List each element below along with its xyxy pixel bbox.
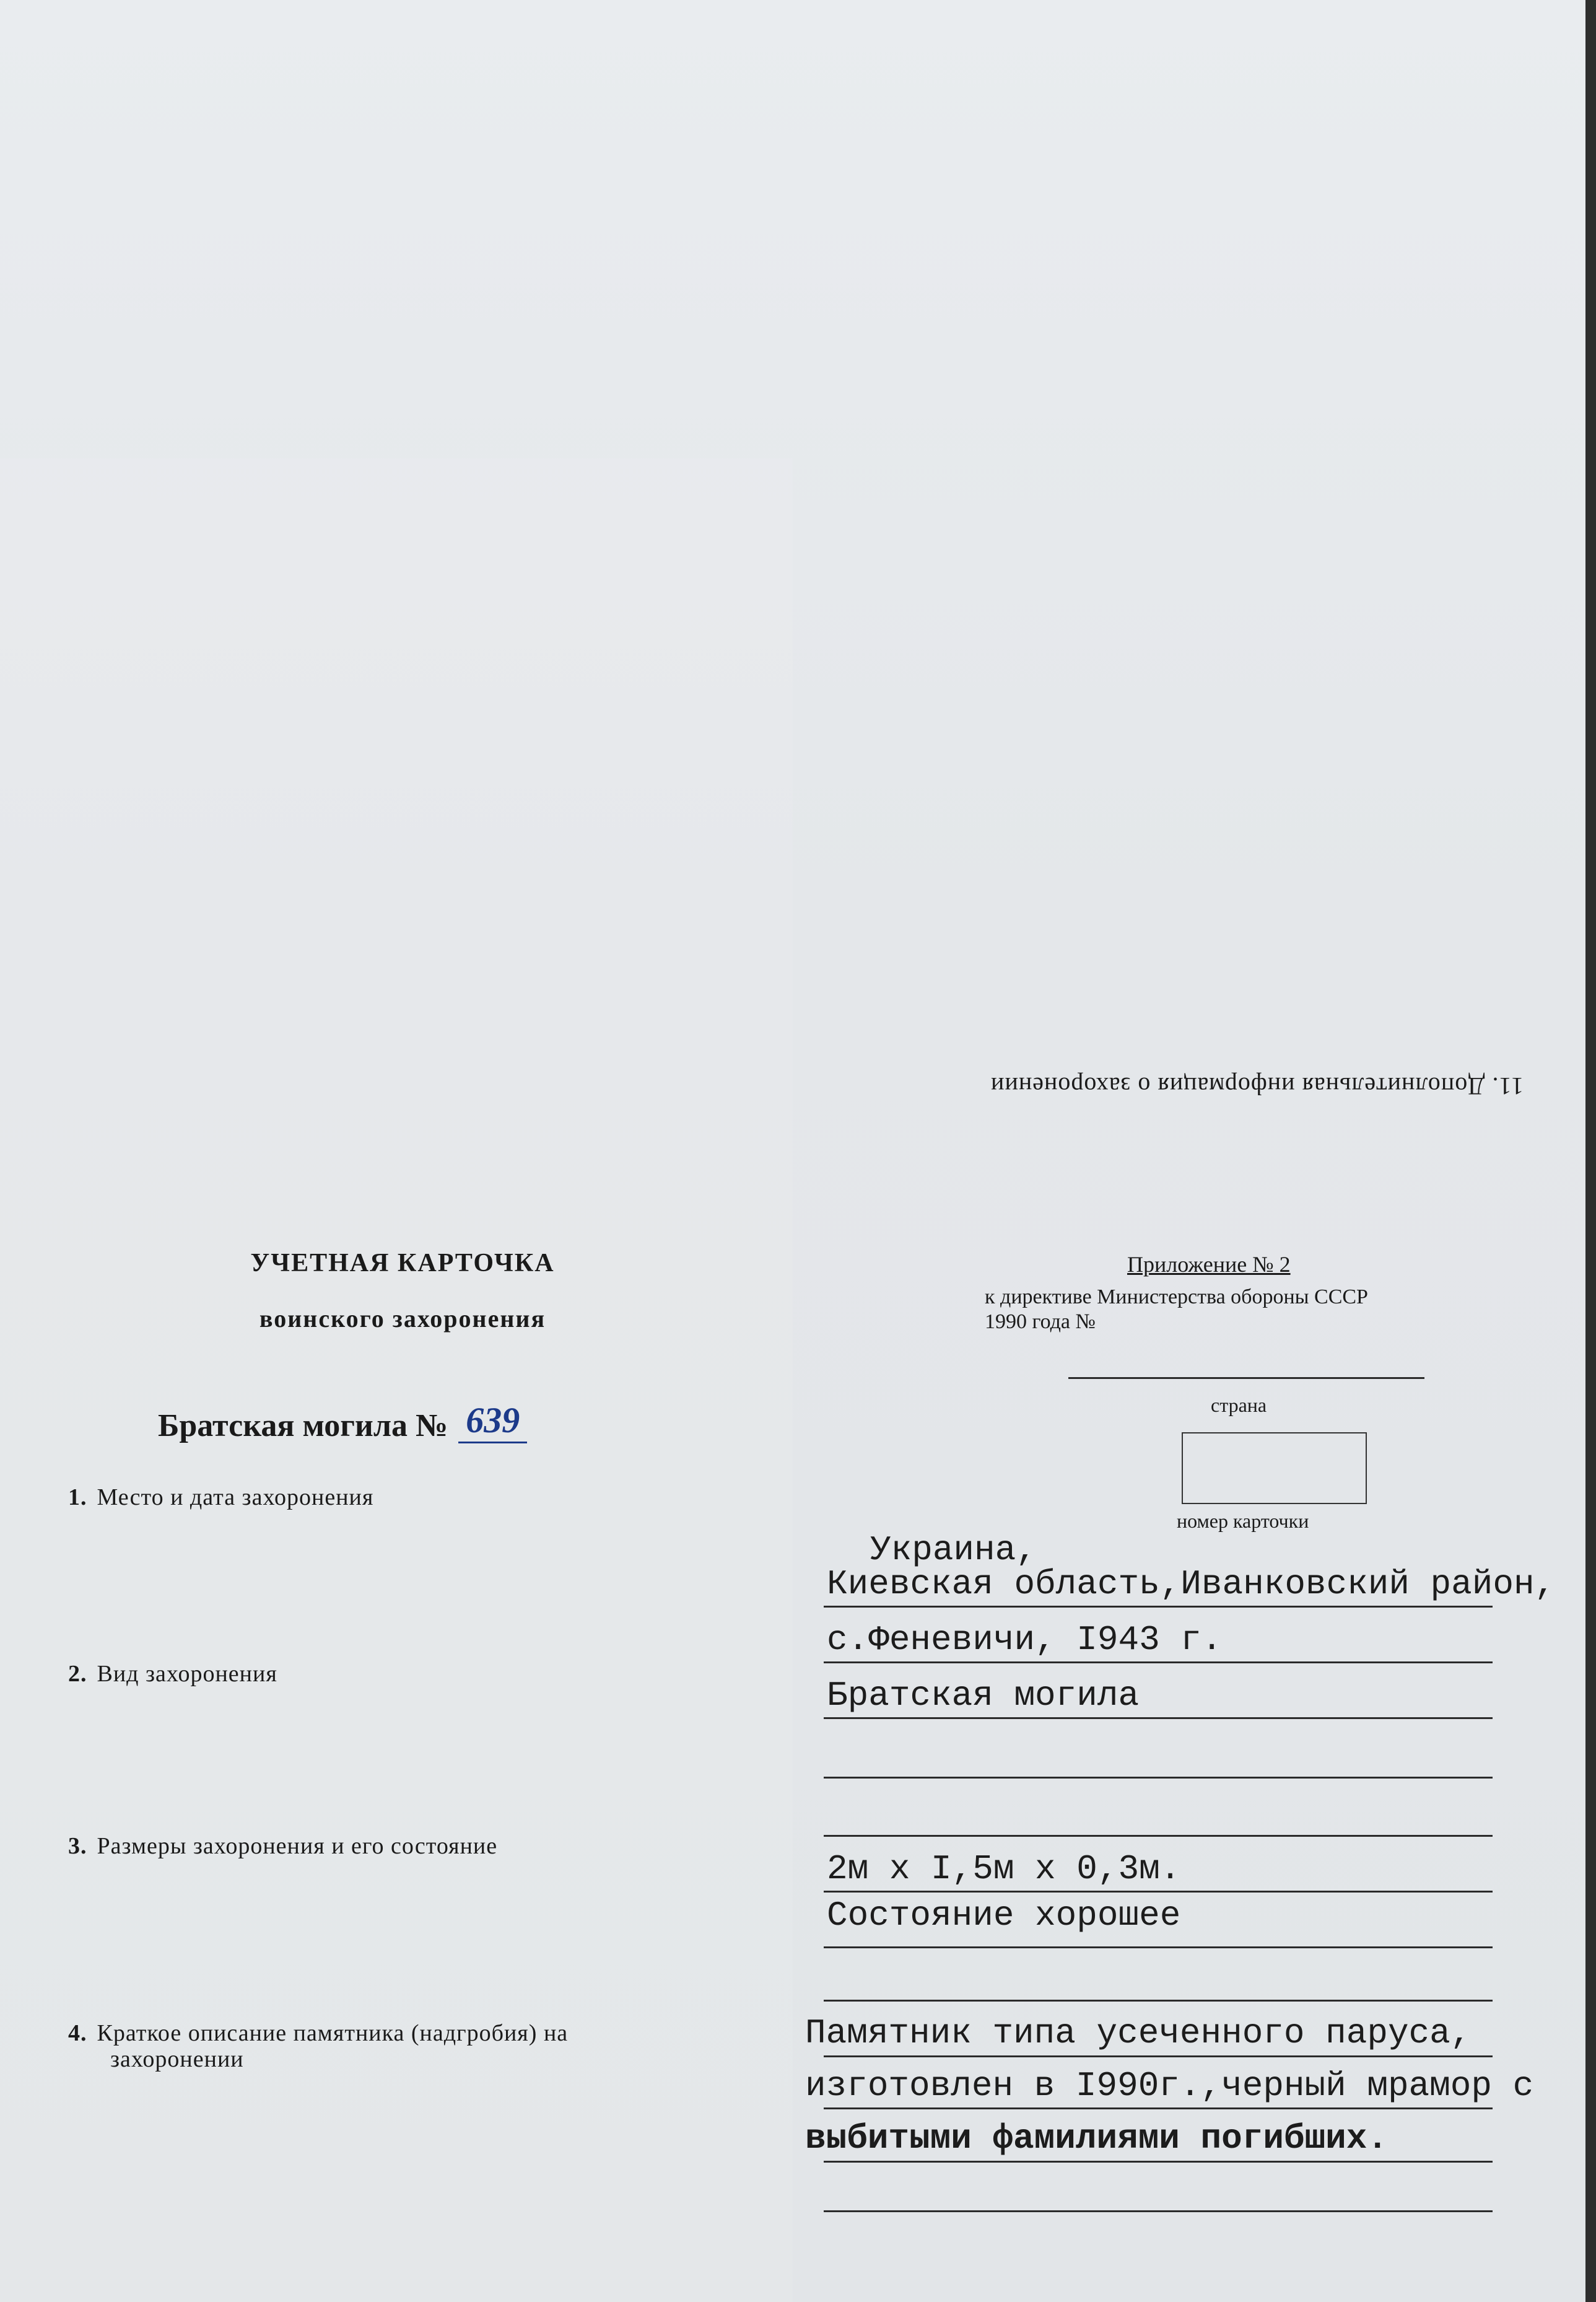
card-title: УЧЕТНАЯ КАРТОЧКА [250,1249,555,1277]
field-4-label-line-2: захоронении [110,2046,244,2072]
field-4-line-1 [824,2055,1493,2057]
field-3-label [68,1832,497,1860]
card-number-box [1182,1432,1367,1504]
field-2-number: 2. [68,1661,87,1687]
country-line [1068,1377,1424,1379]
grave-type-text: Братская могила № [158,1408,448,1443]
field-4-text: Краткое описание памятника (надгробия) на [97,2020,569,2046]
appendix-directive: к директиве Министерства обороны СССР [985,1285,1368,1308]
card-subtitle: воинского захоронения [259,1305,546,1333]
field-3-text: Размеры захоронения и его состояние [97,1833,498,1859]
field-2-line-2 [824,1777,1493,1779]
grave-number-handwritten: 639 [458,1400,527,1443]
appendix-title: Приложение № 2 [1127,1252,1291,1277]
field-1-value-region: Киевская область,Иванковский район, [827,1564,1556,1604]
field-4-label-line-1 [68,2020,568,2047]
appendix-year: 1990 года № [985,1310,1096,1333]
field-3-value-size: 2м х I,5м х 0,3м. [827,1849,1181,1889]
field-3-value-condition: Состояние хорошее [827,1896,1181,1935]
field-2-line-1 [824,1717,1493,1719]
field-4-line-2 [824,2107,1493,2109]
field-4-number: 4. [68,2020,87,2046]
field-4-line-4 [824,2210,1493,2212]
field-1-label [68,1484,373,1511]
field-1-value-village: с.Феневичи, I943 г. [827,1620,1223,1660]
field-1-value-country: Украина, [870,1530,1037,1570]
field-1-line-1 [824,1606,1493,1608]
card-number-label: номер карточки [1177,1510,1309,1532]
field-4-value-2: изготовлен в I990г.,черный мрамор с [805,2066,1534,2106]
country-label: страна [1211,1394,1267,1416]
field-3-line-3 [824,1946,1493,1948]
field-2-value: Братская могила [827,1676,1140,1715]
field-2-text: Вид захоронения [97,1661,277,1687]
additional-info-heading-upside-down: 11. Дополнительная информация о захоронении [990,1072,1524,1100]
field-3-line-4 [824,2000,1493,2002]
field-3-line-2 [824,1891,1493,1893]
field-3-number: 3. [68,1833,87,1859]
field-4-value-1: Памятник типа усеченного паруса, [805,2013,1472,2053]
field-1-line-2 [824,1661,1493,1663]
field-3-line-1 [824,1835,1493,1837]
grave-type-label [158,1400,525,1445]
field-1-number: 1. [68,1484,87,1510]
field-2-label [68,1660,277,1687]
field-4-value-3: выбитыми фамилиями погибших. [805,2119,1388,2158]
field-1-text: Место и дата захоронения [97,1484,374,1510]
field-4-line-3 [824,2161,1493,2163]
page-edge-shadow [1585,0,1596,2302]
